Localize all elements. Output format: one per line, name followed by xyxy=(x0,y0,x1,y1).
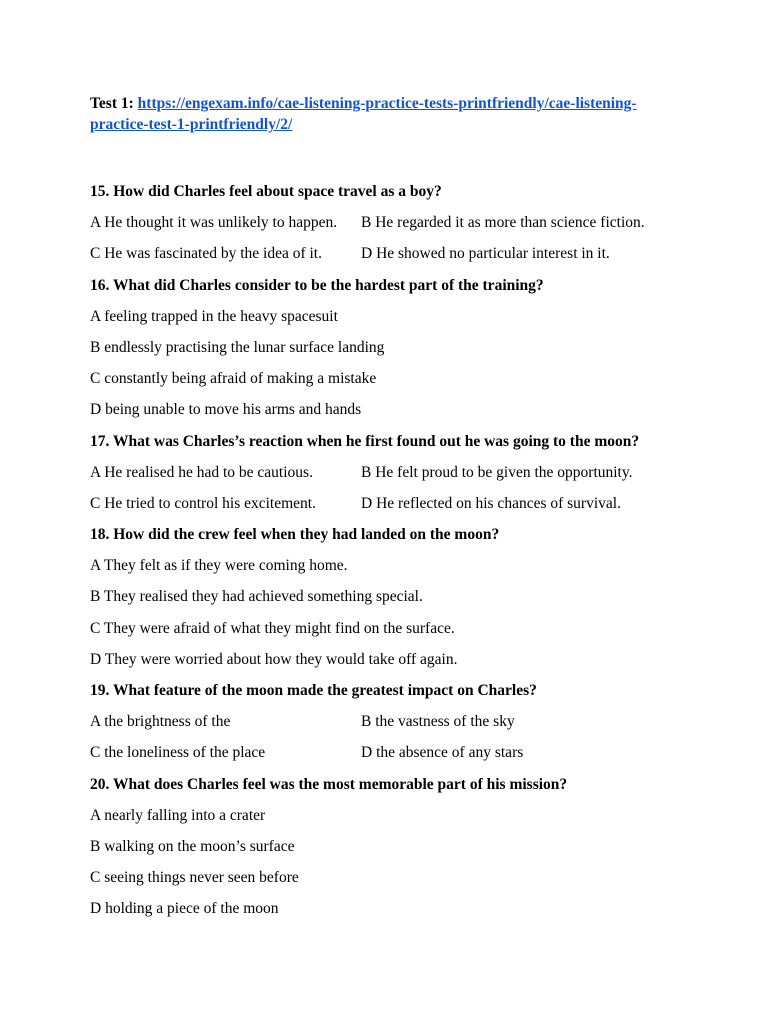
q20-option-d: D holding a piece of the moon xyxy=(90,900,279,918)
q15-option-d: D He showed no particular interest in it. xyxy=(361,245,610,263)
q19-option-c: C the loneliness of the place xyxy=(90,744,266,762)
q15-option-c: C He was fascinated by the idea of it. xyxy=(90,245,322,263)
q18-option-a: A They felt as if they were coming home. xyxy=(90,557,348,575)
q20-option-a: A nearly falling into a crater xyxy=(90,806,266,824)
q16-option-a: A feeling trapped in the heavy spacesuit xyxy=(90,307,338,325)
q19-option-b: B the vastness of the sky xyxy=(361,713,515,731)
q16-option-b: B endlessly practising the lunar surface landing xyxy=(90,338,385,356)
question-20: 20. What does Charles feel was the most memorable part of his mission? xyxy=(90,775,568,793)
q17-option-c: C He tried to control his excitement. xyxy=(90,494,316,512)
question-16: 16. What did Charles consider to be the hardest part of the training? xyxy=(90,276,544,294)
q16-option-c: C constantly being afraid of making a mistake xyxy=(90,370,377,388)
q17-option-a: A He realised he had to be cautious. xyxy=(90,463,313,481)
q16-option-d: D being unable to move his arms and hands xyxy=(90,401,362,419)
q19-option-a: A the brightness of the xyxy=(90,713,231,731)
question-17-options-cd xyxy=(90,488,680,519)
q20-option-b: B walking on the moon’s surface xyxy=(90,837,295,855)
q15-option-a: A He thought it was unlikely to happen. xyxy=(90,214,338,232)
q18-option-d: D They were worried about how they would take off again. xyxy=(90,650,458,668)
q18-option-c: C They were afraid of what they might find on the surface. xyxy=(90,619,455,637)
q19-option-d: D the absence of any stars xyxy=(361,744,524,762)
question-17: 17. What was Charles’s reaction when he first found out he was going to the moon? xyxy=(90,432,640,450)
q18-option-b: B They realised they had achieved something special. xyxy=(90,588,423,606)
test-link[interactable]: https://engexam.info/cae-listening-practice-tests-printfriendly/cae-listening-practice-test-1-printfriendly/2/ xyxy=(90,95,637,133)
test-label: Test 1: xyxy=(90,95,134,112)
question-19-options-cd xyxy=(90,737,680,768)
question-15: 15. How did Charles feel about space travel as a boy? xyxy=(90,183,442,200)
q20-option-c: C seeing things never seen before xyxy=(90,869,299,887)
test-header xyxy=(90,93,680,135)
q15-option-b: B He regarded it as more than science fiction. xyxy=(361,214,645,232)
document-page xyxy=(90,93,680,925)
question-18: 18. How did the crew feel when they had landed on the moon? xyxy=(90,526,500,544)
question-15-options-ab xyxy=(90,207,680,238)
question-19-options-ab xyxy=(90,706,680,737)
q17-option-d: D He reflected on his chances of survival. xyxy=(361,494,621,512)
question-19: 19. What feature of the moon made the greatest impact on Charles? xyxy=(90,682,537,699)
question-17-options-ab xyxy=(90,457,680,488)
question-15-options-cd xyxy=(90,238,680,269)
q17-option-b: B He felt proud to be given the opportunity. xyxy=(361,463,633,481)
